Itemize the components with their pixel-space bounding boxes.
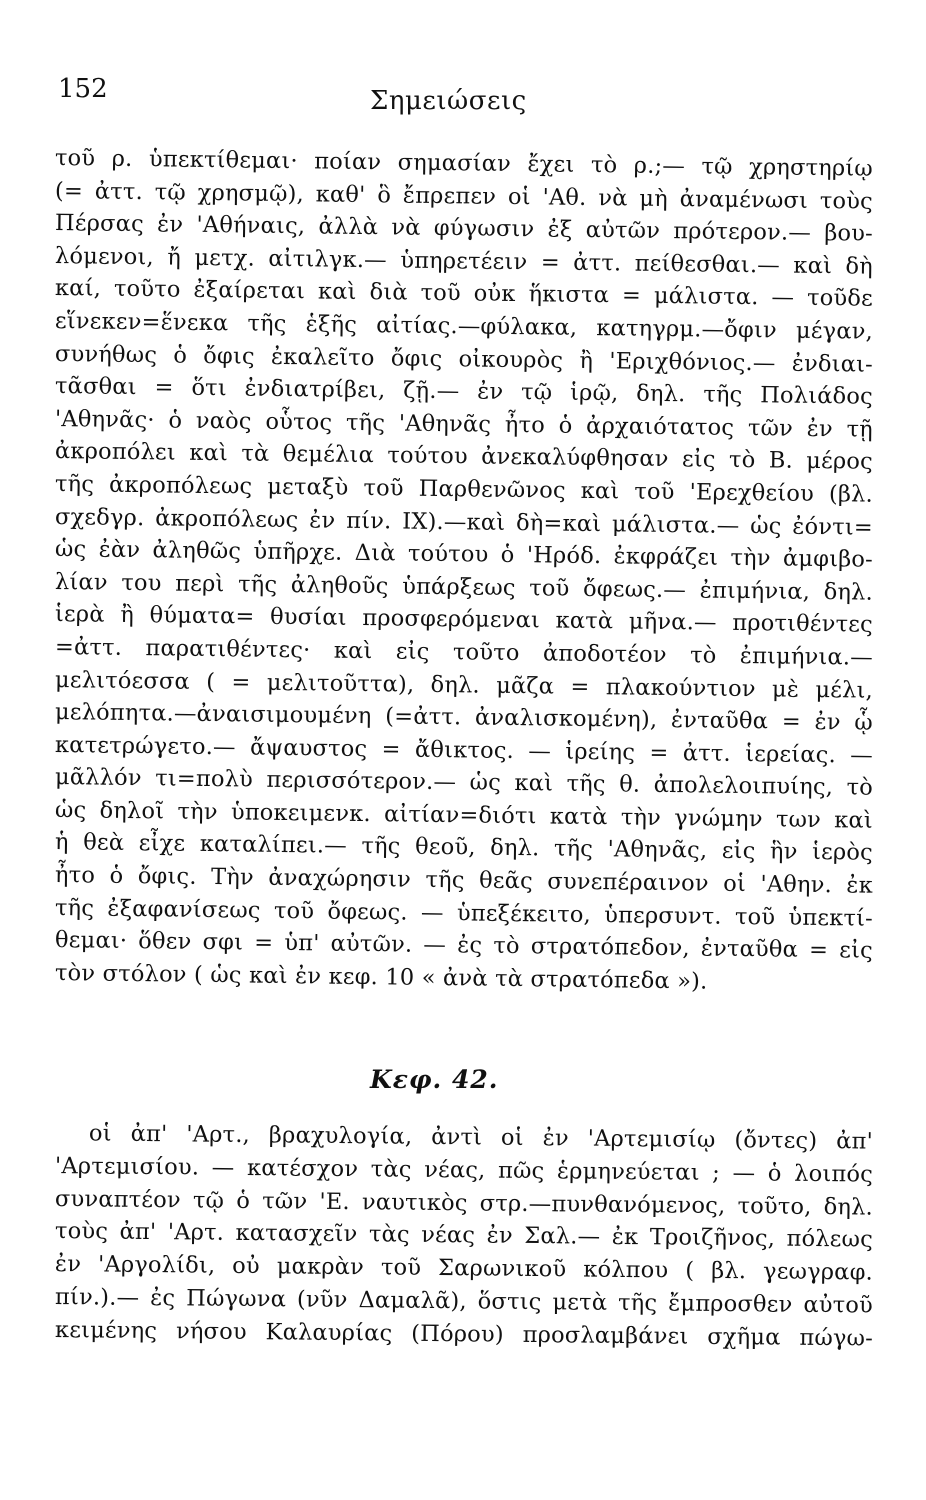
text-line: συνήθως ὁ ὄφις ἐκαλεῖτο ὄφις οἰκουρὸς ἢ 'Εριχθόνιος.— ἐνδιαι- bbox=[54, 340, 874, 378]
text-line: Πέρσας ἐν 'Αθήναις, ἀλλὰ νὰ φύγωσιν ἐξ αὐτῶν πρότερον.— βου- bbox=[54, 210, 874, 247]
text-line: ἀκροπόλει καὶ τὰ θεμέλια τούτου ἀνεκαλύφθησαν εἰς τὸ Β. μέρος bbox=[54, 438, 874, 476]
text-line: 'Αθηνᾶς· ὁ ναὸς οὗτος τῆς 'Αθηνᾶς ἦτο ὁ ἀρχαιότατος τῶν ἐν τῇ bbox=[54, 405, 874, 443]
text-line: ἐν 'Αργολίδι, οὐ μακρὰν τοῦ Σαρωνικοῦ κόλπου ( βλ. γεωγραφ. bbox=[54, 1251, 874, 1286]
text-line: ὡς δηλοῖ τὴν ὑποκειμενκ. αἰτίαν=διότι κατὰ τὴν γνώμην των καὶ bbox=[54, 796, 874, 834]
text-line: μελιτόεσσα ( = μελιτοῦττα), δηλ. μᾶζα = πλακούντιον μὲ μέλι, bbox=[54, 666, 874, 704]
text-line: ἡ θεὰ εἶχε καταλίπει.— τῆς θεοῦ, δηλ. τῆς 'Αθηνᾶς, εἰς ἣν ἱερὸς bbox=[54, 829, 874, 867]
text-line: εἵνεκεν=ἕνεκα τῆς ἑξῆς αἰτίας.—φύλακα, κατηγρμ.—ὄφιν μέγαν, bbox=[54, 307, 874, 345]
text-line: μελόπητα.—ἀναισιμουμένη (=ἀττ. ἀναλισκομένη), ἐνταῦθα = ἐν ᾧ bbox=[54, 699, 874, 736]
text-line: τᾶσθαι = ὅτι ἐνδιατρίβει, ζῇ.— ἐν τῷ ἱρῷ, δηλ. τῆς Πολιάδος bbox=[54, 373, 874, 410]
text-line: θεμαι· ὅθεν σφι = ὑπ' αὐτῶν. — ἐς τὸ στρατόπεδον, ἐνταῦθα = εἰς bbox=[54, 927, 874, 964]
text-line: σχεδγρ. ἀκροπόλεως ἐν πίν. IX).—καὶ δὴ=καὶ μάλιστα.— ὡς ἐόντι= bbox=[54, 503, 874, 541]
text-line: οἱ ἀπ' 'Αρτ., βραχυλογία, ἀντὶ οἱ ἐν 'Αρτεμισίῳ (ὄντες) ἀπ' bbox=[88, 1120, 874, 1155]
text-line: κατετρώγετο.— ἄψαυστος = ἄθικτος. — ἱρείης = ἀττ. ἱερείας. — bbox=[54, 731, 874, 769]
text-line: τῆς ἀκροπόλεως μεταξὺ τοῦ Παρθενῶνος καὶ τοῦ 'Ερεχθείου (βλ. bbox=[54, 470, 874, 508]
text-line: τοὺς ἀπ' 'Αρτ. κατασχεῖν τὰς νέας ἐν Σαλ.— ἐκ Τροιζῆνος, πόλεως bbox=[54, 1218, 874, 1253]
text-line: τὸν στόλον ( ὡς καὶ ἐν κεφ. 10 « ἀνὰ τὰ στρατόπεδα »). bbox=[54, 959, 708, 995]
text-line: συναπτέον τῷ ὁ τῶν 'Ε. ναυτικὸς στρ.—πυνθανόμενος, τοῦτο, δηλ. bbox=[54, 1185, 874, 1221]
text-line: μᾶλλόν τι=πολὺ περισσότερον.— ὡς καὶ τῆς θ. ἀπολελοιπυίης, τὸ bbox=[54, 764, 874, 801]
text-line: ὡς ἐὰν ἀληθῶς ὑπῆρχε. Διὰ τούτου ὁ 'Ηρόδ. ἐκφράζει τὴν ἀμφιβο- bbox=[54, 536, 874, 573]
text-line: λόμενοι, ἤ μετχ. αἰτιλγκ.— ὑπηρετέειν = ἀττ. πείθεσθαι.— καὶ δὴ bbox=[54, 242, 874, 280]
text-line: τοῦ ρ. ὑπεκτίθεμαι· ποίαν σημασίαν ἔχει τὸ ρ.;— τῷ χρηστηρίῳ bbox=[54, 145, 874, 182]
text-line: κειμένης νήσου Καλαυρίας (Πόρου) προσλαμβάνει σχῆμα πώγω- bbox=[54, 1316, 874, 1352]
text-line: =ἀττ. παρατιθέντες· καὶ εἰς τοῦτο ἀποδοτέον τὸ ἐπιμήνια.— bbox=[54, 633, 874, 671]
section-heading: Κεφ. 42. bbox=[370, 1065, 499, 1094]
text-line: τῆς ἐξαφανίσεως τοῦ ὄφεως. — ὑπεξέκειτο, ὑπερσυντ. τοῦ ὑπεκτί- bbox=[54, 894, 874, 932]
text-line: 'Αρτεμισίου. — κατέσχον τὰς νέας, πῶς ἑρμηνεύεται ; — ὁ λοιπός bbox=[54, 1152, 874, 1188]
section-body bbox=[54, 1117, 874, 1352]
page-number: 152 bbox=[58, 74, 108, 104]
text-line: (= ἀττ. τῷ χρησμῷ), καθ' ὃ ἔπρεπεν οἱ 'Αθ. νὰ μὴ ἀναμένωσι τοὺς bbox=[54, 177, 874, 215]
running-head: Σημειώσεις bbox=[370, 86, 527, 116]
notes-body bbox=[54, 142, 874, 995]
text-line: ἱερὰ ἢ θύματα= θυσίαι προσφερόμεναι κατὰ μῆνα.— προτιθέντες bbox=[54, 601, 874, 639]
text-line: καί, τοῦτο ἐξαίρεται καὶ διὰ τοῦ οὐκ ἥκιστα = μάλιστα. — τοῦδε bbox=[54, 275, 874, 313]
text-line: ἦτο ὁ ὄφις. Τὴν ἀναχώρησιν τῆς θεᾶς συνεπέραινον οἱ 'Αθην. ἐκ bbox=[54, 862, 874, 899]
text-line: πίν.).— ἐς Πώγωνα (νῦν Δαμαλᾶ), ὅστις μετὰ τῆς ἔμπροσθεν αὐτοῦ bbox=[54, 1283, 874, 1319]
text-line: λίαν του περὶ τῆς ἀληθοῦς ὑπάρξεως τοῦ ὄφεως.— ἐπιμήνια, δηλ. bbox=[54, 568, 874, 606]
